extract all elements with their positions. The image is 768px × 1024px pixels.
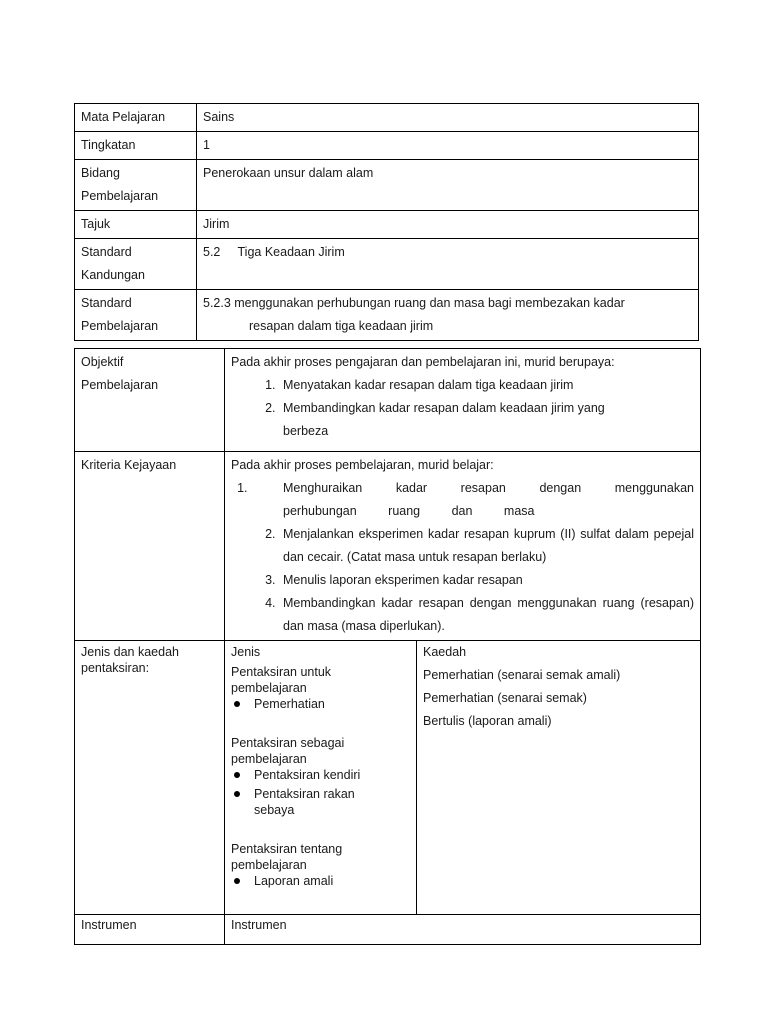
list-item: 2. Membandingkan kadar resapan dalam keadaan jirim yang berbeza <box>279 397 694 443</box>
label-line: Pembelajaran <box>81 378 159 392</box>
instrumen-cell: Instrumen <box>225 915 701 945</box>
objektif-intro: Pada akhir proses pengajaran dan pembelajaran ini, murid berupaya: <box>231 355 615 369</box>
label-cell <box>75 239 197 290</box>
label-line: Standard <box>81 296 132 310</box>
bullet-list <box>231 767 410 818</box>
table-row <box>75 349 701 452</box>
list-item: Pentaksiran rakan sebaya <box>231 786 410 818</box>
label-cell <box>75 349 225 452</box>
value-line: resapan dalam tiga keadaan jirim <box>249 319 434 333</box>
value-line: 5.2.3 menggunakan perhubungan ruang dan masa bagi membezakan kadar <box>203 296 625 310</box>
label-line: Pembelajaran <box>81 319 159 333</box>
list-item: Pemerhatian <box>231 696 410 712</box>
table-row <box>75 290 699 341</box>
label-line: Kandungan <box>81 268 145 282</box>
bullet-list <box>231 696 410 712</box>
list-item: 4. Membandingkan kadar resapan dengan menggunakan ruang (resapan) dan masa (masa diperlukan). <box>279 592 694 638</box>
list-item: 1. Menyatakan kadar resapan dalam tiga keadaan jirim <box>279 374 694 397</box>
label-cell: Tajuk <box>75 211 197 239</box>
table-row <box>75 239 699 290</box>
pentaksiran-label: Jenis dan kaedah pentaksiran: <box>81 645 179 675</box>
bullet-list <box>231 873 410 889</box>
kaedah-header: Kaedah <box>423 645 467 659</box>
label-line: Standard <box>81 245 132 259</box>
kriteria-cell <box>225 452 701 641</box>
list-item: 3. Menulis laporan eksperimen kadar resapan <box>279 569 694 592</box>
list-item: Pentaksiran kendiri <box>231 767 410 783</box>
objektif-list <box>231 374 694 443</box>
label-cell <box>75 290 197 341</box>
kriteria-intro: Pada akhir proses pembelajaran, murid belajar: <box>231 458 494 472</box>
value-cell: Sains <box>197 104 699 132</box>
value-cell: 5.2 Tiga Keadaan Jirim <box>197 239 699 290</box>
kaedah-cell <box>417 641 701 915</box>
kaedah-item: Pemerhatian (senarai semak amali) <box>423 668 621 682</box>
label-cell: Kriteria Kejayaan <box>75 452 225 641</box>
lesson-info-table <box>74 103 699 341</box>
jenis-header: Jenis <box>231 645 261 659</box>
table-row <box>75 452 701 641</box>
value-cell <box>197 290 699 341</box>
kaedah-item: Bertulis (laporan amali) <box>423 714 552 728</box>
lesson-plan-table <box>74 348 701 945</box>
kriteria-list <box>231 477 694 638</box>
label-cell: Mata Pelajaran <box>75 104 197 132</box>
table-row <box>75 915 701 945</box>
label-line: Bidang <box>81 166 120 180</box>
label-cell <box>75 160 197 211</box>
group-title: Pentaksiran untuk pembelajaran <box>231 665 332 695</box>
label-line: Pembelajaran <box>81 189 159 203</box>
list-item: 2. Menjalankan eksperimen kadar resapan kuprum (II) sulfat dalam pepejal dan cecair. (Catat masa untuk resapan berlaku) <box>279 523 694 569</box>
group-title: Pentaksiran tentang pembelajaran <box>231 842 343 872</box>
value-cell: Jirim <box>197 211 699 239</box>
value-cell: Penerokaan unsur dalam alam <box>197 160 699 211</box>
table-row <box>75 211 699 239</box>
group-title: Pentaksiran sebagai pembelajaran <box>231 736 345 766</box>
table-row <box>75 104 699 132</box>
label-cell: Tingkatan <box>75 132 197 160</box>
label-cell <box>75 641 225 915</box>
table-row <box>75 132 699 160</box>
list-item: 1. Menghuraikan kadar resapan dengan menggunakan perhubungan ruang dan masa <box>279 477 694 523</box>
objektif-cell <box>225 349 701 452</box>
value-cell: 1 <box>197 132 699 160</box>
label-line: Objektif <box>81 355 124 369</box>
table-row <box>75 160 699 211</box>
kaedah-item: Pemerhatian (senarai semak) <box>423 691 587 705</box>
jenis-cell <box>225 641 417 915</box>
label-cell: Instrumen <box>75 915 225 945</box>
table-row <box>75 641 701 915</box>
list-item: Laporan amali <box>231 873 410 889</box>
